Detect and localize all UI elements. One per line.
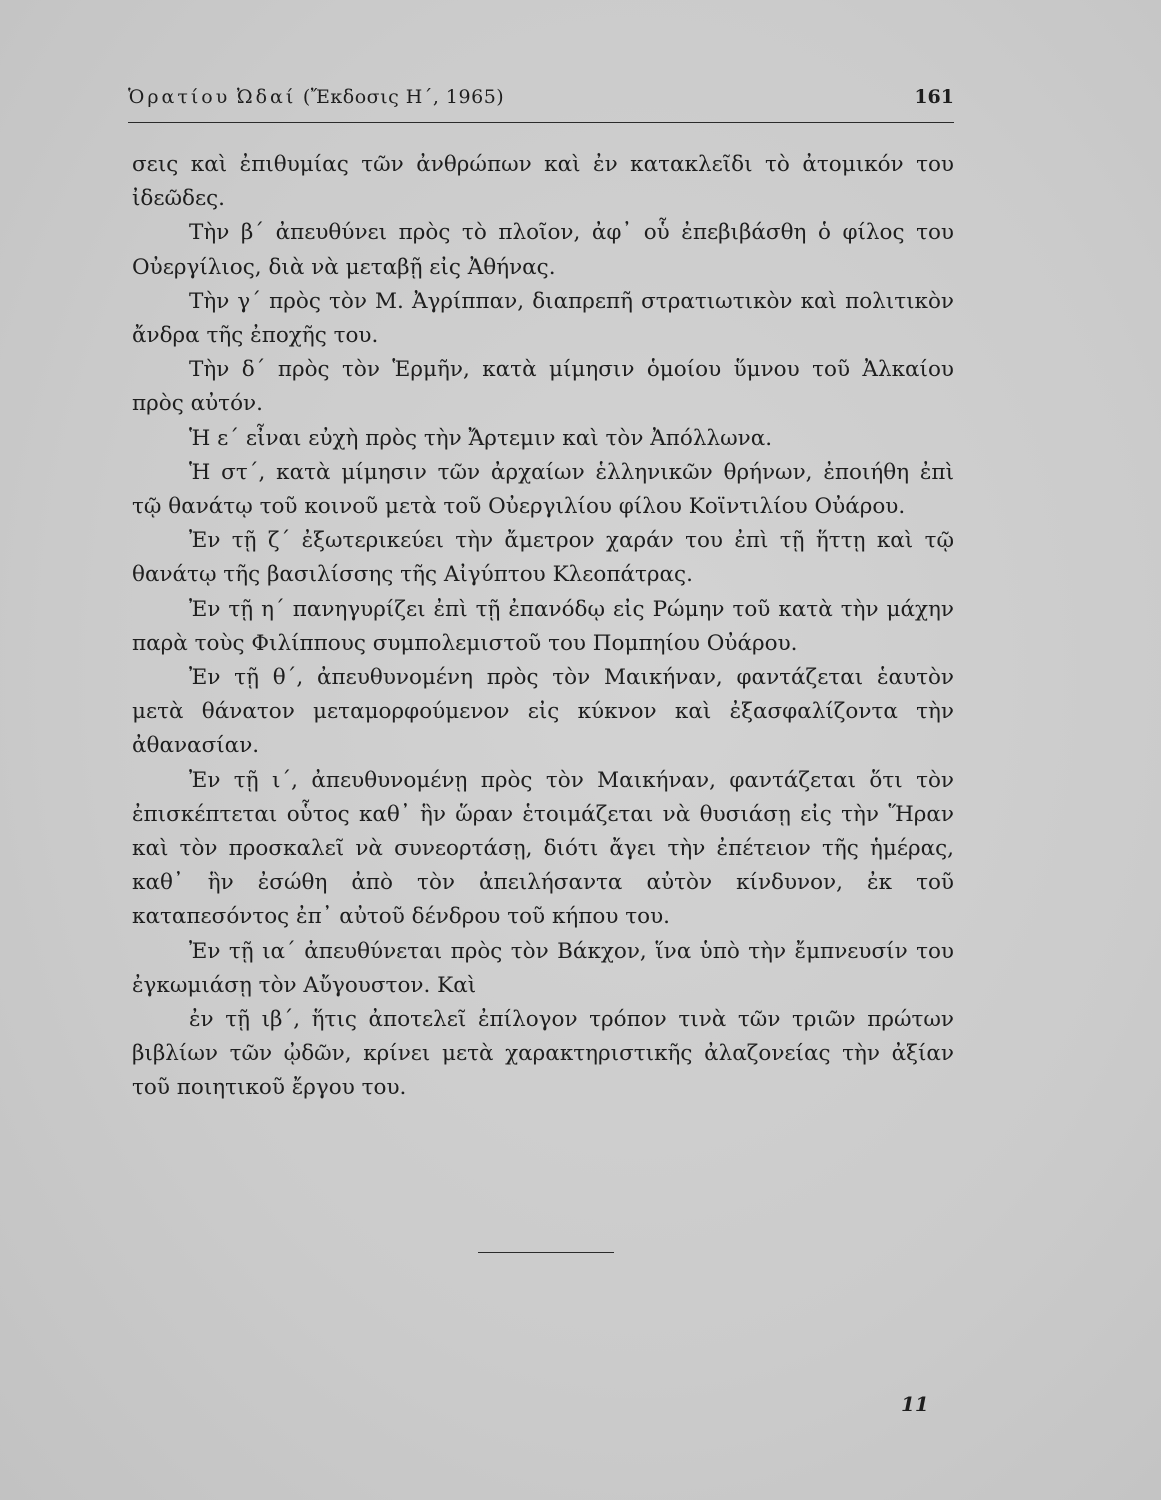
paragraph-ode-5: Ἡ ε΄ εἶναι εὐχὴ πρὸς τὴν Ἄρτεμιν καὶ τὸν Ἀπόλλωνα. xyxy=(189,425,773,451)
page-number: 161 xyxy=(914,86,954,108)
body-text xyxy=(132,148,954,1106)
paragraph-ode-2: Τὴν β΄ ἀπευθύνει πρὸς τὸ πλοῖον, ἀφ᾽ οὗ ἐπεβιβάσθη ὁ φίλος του Οὐεργίλιος, διὰ νὰ μεταβῇ εἰς Ἀθήνας. xyxy=(132,220,954,280)
paragraph-ode-11: Ἐν τῇ ια΄ ἀπευθύνεται πρὸς τὸν Βάκχον, ἵνα ὑπὸ τὴν ἔμπνευσίν του ἐγκωμιάσῃ τὸν Αὔγουστον. Καὶ xyxy=(132,938,954,998)
running-head-work: Ὠδαί xyxy=(236,86,297,108)
section-end-rule xyxy=(478,1252,614,1253)
running-head-author: Ὁρατίου xyxy=(128,86,231,108)
running-head-edition: (Ἔκδοσις Η΄, 1965) xyxy=(302,86,505,108)
paragraph-ode-10: Ἐν τῇ ι΄, ἀπευθυνομένῃ πρὸς τὸν Μαικήναν, φαντάζεται ὅτι τὸν ἐπισκέπτεται οὗτος καθ᾽ ἣν ὥραν ἑτοιμάζεται νὰ θυσιάσῃ εἰς τὴν Ἥραν καὶ τὸν προσκαλεῖ νὰ συνεορτάσῃ, διότι ἄγει τὴν ἐπέτειον τῆς ἡμέρας, καθ᾽ ἣν ἐσώθη ἀπὸ τὸν ἀπειλήσαντα αὐτὸν κίνδυνον, ἐκ τοῦ καταπεσόντος ἐπ᾽ αὐτοῦ δένδρου τοῦ κήπου του. xyxy=(132,767,954,930)
paragraph-continuation: σεις καὶ ἐπιθυμίας τῶν ἀνθρώπων καὶ ἐν κατακλεῖδι τὸ ἀτομικόν του ἰδεῶδες. xyxy=(132,152,954,212)
running-head xyxy=(128,86,504,108)
paragraph-ode-4: Τὴν δ΄ πρὸς τὸν Ἑρμῆν, κατὰ μίμησιν ὁμοίου ὕμνου τοῦ Ἀλκαίου πρὸς αὐτόν. xyxy=(132,357,954,417)
paragraph-ode-12: ἐν τῇ ιβ΄, ἥτις ἀποτελεῖ ἐπίλογον τρόπον τινὰ τῶν τριῶν πρώτων βιβλίων τῶν ᾠδῶν, κρίνει μετὰ χαρακτηριστικῆς ἀλαζονείας τὴν ἀξίαν τοῦ ποιητικοῦ ἔργου του. xyxy=(132,1007,954,1101)
paragraph-ode-7: Ἐν τῇ ζ΄ ἐξωτερικεύει τὴν ἄμετρον χαράν του ἐπὶ τῇ ἥττῃ καὶ τῷ θανάτῳ τῆς βασιλίσσης τῆς Αἰγύπτου Κλεοπάτρας. xyxy=(132,528,954,588)
paragraph-ode-8: Ἐν τῇ η΄ πανηγυρίζει ἐπὶ τῇ ἐπανόδῳ εἰς Ρώμην τοῦ κατὰ τὴν μάχην παρὰ τοὺς Φιλίππους συμπολεμιστοῦ του Πομπηίου Οὐάρου. xyxy=(132,596,954,656)
paragraph-ode-3: Τὴν γ΄ πρὸς τὸν Μ. Ἀγρίππαν, διαπρεπῆ στρατιωτικὸν καὶ πολιτικὸν ἄνδρα τῆς ἐποχῆς του. xyxy=(132,288,954,349)
paragraph-ode-6: Ἡ στ΄, κατὰ μίμησιν τῶν ἀρχαίων ἑλληνικῶν θρήνων, ἐποιήθη ἐπὶ τῷ θανάτῳ τοῦ κοινοῦ μετὰ τοῦ Οὐεργιλίου φίλου Κοϊντιλίου Οὐάρου. xyxy=(132,459,954,520)
signature-mark: 11 xyxy=(901,1392,929,1416)
page-header xyxy=(128,86,954,118)
paragraph-ode-9: Ἐν τῇ θ΄, ἀπευθυνομένη πρὸς τὸν Μαικήναν, φαντάζεται ἑαυτὸν μετὰ θάνατον μεταμορφούμενον εἰς κύκνον καὶ ἐξασφαλίζοντα τὴν ἀθανασίαν. xyxy=(132,665,954,759)
header-rule xyxy=(128,122,954,123)
